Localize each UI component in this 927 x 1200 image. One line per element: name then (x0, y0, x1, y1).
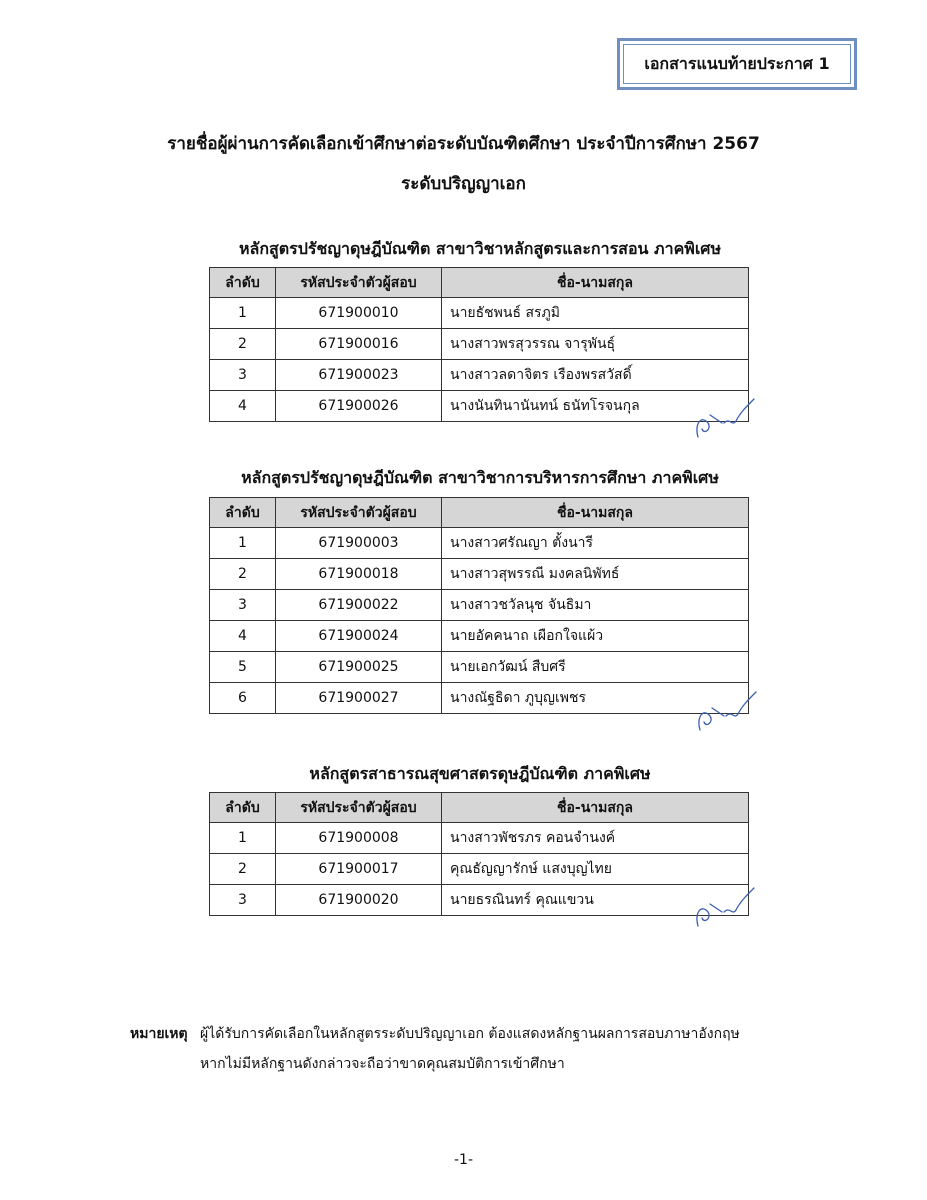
cell-full-name: นายธรณินทร์ คุณแขวน (442, 885, 749, 916)
signature-initials-mark (688, 882, 758, 932)
cell-order: 2 (210, 329, 276, 360)
cell-order: 3 (210, 590, 276, 621)
cell-full-name: นายเอกวัฒน์ สืบศรี (442, 652, 749, 683)
col-header-exam-id: รหัสประจำตัวผู้สอบ (276, 268, 442, 298)
cell-order: 2 (210, 854, 276, 885)
cell-order: 1 (210, 823, 276, 854)
col-header-full-name: ชื่อ-นามสกุล (442, 793, 749, 823)
signature-initials-mark (688, 393, 758, 443)
cell-exam-id: 671900024 (276, 621, 442, 652)
table-row (210, 528, 749, 559)
remark-text-1: ผู้ได้รับการคัดเลือกในหลักสูตรระดับปริญญาเอก ต้องแสดงหลักฐานผลการสอบภาษาอังกฤษ (200, 1026, 740, 1042)
table-row (210, 652, 749, 683)
cell-full-name: คุณธัญญารักษ์ แสงบุญไทย (442, 854, 749, 885)
cell-exam-id: 671900023 (276, 360, 442, 391)
col-header-full-name: ชื่อ-นามสกุล (442, 268, 749, 298)
cell-order: 4 (210, 391, 276, 422)
attachment-label-box (617, 38, 857, 90)
cell-full-name: นางนันทินานันทน์ ธนัทโรจนกุล (442, 391, 749, 422)
col-header-full-name: ชื่อ-นามสกุล (442, 498, 749, 528)
table-header-row (210, 793, 749, 823)
table-row (210, 329, 749, 360)
cell-order: 4 (210, 621, 276, 652)
cell-exam-id: 671900018 (276, 559, 442, 590)
cell-full-name: นายธัชพนธ์ สรภูมิ (442, 298, 749, 329)
table-header-row (210, 498, 749, 528)
cell-full-name: นางสาวชวัลนุช จันธิมา (442, 590, 749, 621)
cell-order: 1 (210, 528, 276, 559)
roster-table-curriculum-instruction (209, 267, 749, 422)
section-title-curriculum-instruction: หลักสูตรปรัชญาดุษฎีบัณฑิต สาขาวิชาหลักสูตรและการสอน ภาคพิเศษ (238, 239, 722, 258)
col-header-order: ลำดับ (210, 793, 276, 823)
table-row (210, 298, 749, 329)
cell-full-name: นายอัคคนาถ เผือกใจแผ้ว (442, 621, 749, 652)
cell-order: 3 (210, 360, 276, 391)
table-row (210, 621, 749, 652)
table-row (210, 360, 749, 391)
col-header-order: ลำดับ (210, 268, 276, 298)
signature-initials-mark (690, 686, 760, 736)
cell-order: 6 (210, 683, 276, 714)
remark-line-1 (130, 1019, 830, 1049)
cell-exam-id: 671900008 (276, 823, 442, 854)
cell-full-name: นางณัฐธิดา ภูบุญเพชร (442, 683, 749, 714)
remark-text-2: หากไม่มีหลักฐานดังกล่าวจะถือว่าขาดคุณสมบัติการเข้าศึกษา (200, 1056, 565, 1072)
cell-exam-id: 671900017 (276, 854, 442, 885)
cell-exam-id: 671900020 (276, 885, 442, 916)
cell-exam-id: 671900003 (276, 528, 442, 559)
page-number: -1- (453, 1152, 473, 1168)
cell-order: 1 (210, 298, 276, 329)
col-header-exam-id: รหัสประจำตัวผู้สอบ (276, 793, 442, 823)
remark-label: หมายเหตุ (130, 1026, 188, 1042)
col-header-order: ลำดับ (210, 498, 276, 528)
cell-full-name: นางสาวสุพรรณี มงคลนิพัทธ์ (442, 559, 749, 590)
table-row (210, 823, 749, 854)
table-row (210, 885, 749, 916)
document-title: รายชื่อผู้ผ่านการคัดเลือกเข้าศึกษาต่อระดับบัณฑิตศึกษา ประจำปีการศึกษา 2567 (167, 134, 760, 154)
degree-level-title: ระดับปริญญาเอก (401, 174, 526, 194)
cell-order: 5 (210, 652, 276, 683)
cell-exam-id: 671900016 (276, 329, 442, 360)
cell-exam-id: 671900022 (276, 590, 442, 621)
table-row (210, 391, 749, 422)
cell-order: 2 (210, 559, 276, 590)
section-title-public-health: หลักสูตรสาธารณสุขศาสตรดุษฎีบัณฑิต ภาคพิเศษ (309, 764, 651, 783)
cell-full-name: นางสาวลดาจิตร เรืองพรสวัสดิ์ (442, 360, 749, 391)
roster-table-educational-administration (209, 497, 749, 714)
cell-full-name: นางสาวศรัณญา ตั้งนารี (442, 528, 749, 559)
table-row (210, 590, 749, 621)
attachment-label: เอกสารแนบท้ายประกาศ 1 (623, 44, 851, 84)
roster-table-public-health (209, 792, 749, 916)
table-header-row (210, 268, 749, 298)
cell-exam-id: 671900010 (276, 298, 442, 329)
table-row (210, 683, 749, 714)
cell-exam-id: 671900027 (276, 683, 442, 714)
table-row (210, 559, 749, 590)
table-row (210, 854, 749, 885)
section-title-educational-administration: หลักสูตรปรัชญาดุษฎีบัณฑิต สาขาวิชาการบริหารการศึกษา ภาคพิเศษ (241, 468, 719, 487)
cell-order: 3 (210, 885, 276, 916)
cell-exam-id: 671900026 (276, 391, 442, 422)
cell-full-name: นางสาวพรสุวรรณ จารุพันธุ์ (442, 329, 749, 360)
cell-exam-id: 671900025 (276, 652, 442, 683)
remark-block (130, 1019, 830, 1079)
col-header-exam-id: รหัสประจำตัวผู้สอบ (276, 498, 442, 528)
cell-full-name: นางสาวพัชรภร คอนจำนงค์ (442, 823, 749, 854)
